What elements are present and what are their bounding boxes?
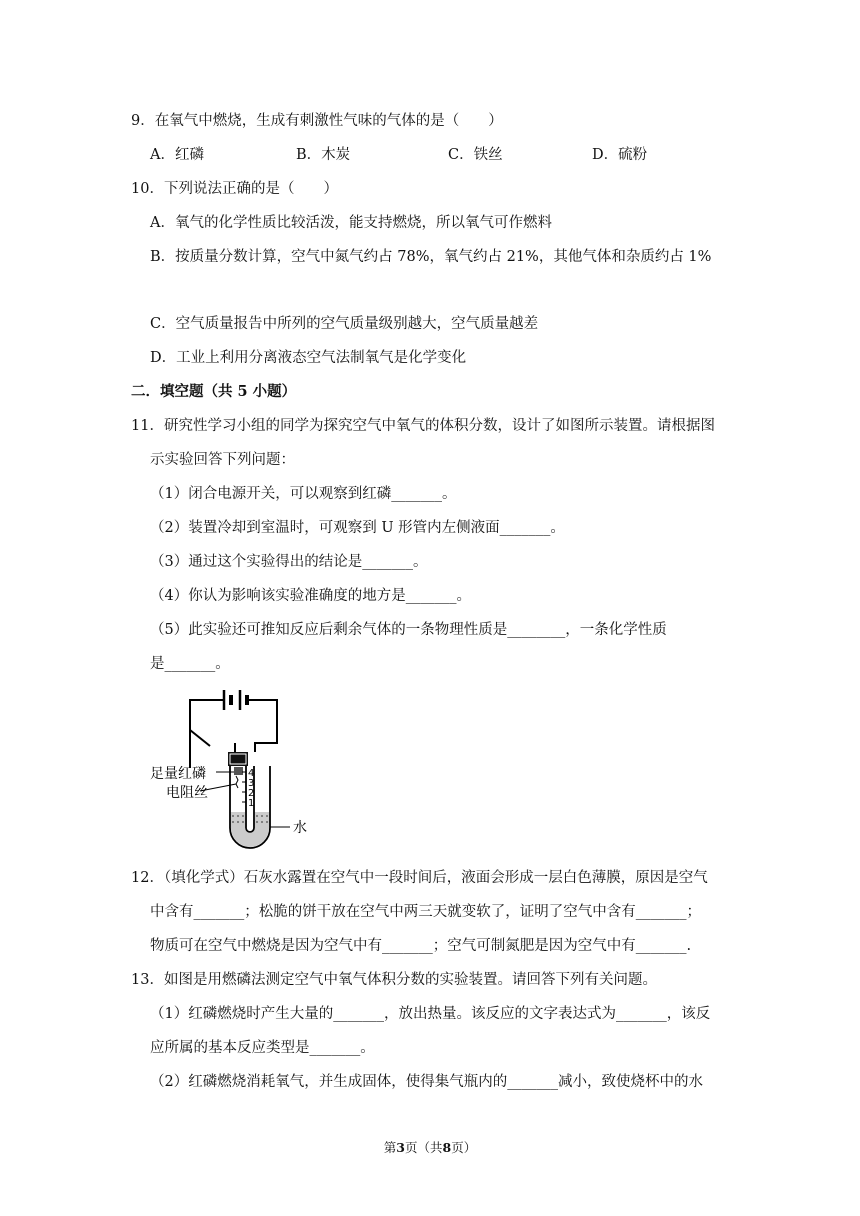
q9-stem: 9．在氧气中燃烧，生成有刺激性气味的气体的是（ ） — [131, 113, 503, 129]
q11-part-2: （2）装置冷却到室温时，可观察到 U 形管内左侧液面_______。 — [150, 520, 565, 536]
q11-part-4: （4）你认为影响该实验准确度的地方是_______。 — [150, 588, 471, 604]
section-title: 二．填空题（共 5 小题） — [131, 383, 297, 400]
q13-part-1: （1）红磷燃烧时产生大量的_______，放出热量。该反应的文字表达式为_______，该反 — [150, 1006, 711, 1022]
page-footer — [0, 1138, 860, 1156]
q12-line2: 中含有_______；松脆的饼干放在空气中两三天就变软了，证明了空气中含有_______； — [150, 904, 701, 920]
footer-middle: 页（共 — [404, 1140, 443, 1155]
q10-option-c: C．空气质量报告中所列的空气质量级别越大，空气质量越差 — [150, 316, 539, 332]
q11-stem-line2: 示实验回答下列问题： — [150, 452, 295, 468]
q11-part-1: （1）闭合电源开关，可以观察到红磷_______。 — [150, 486, 457, 502]
footer-prefix: 第 — [383, 1140, 397, 1155]
q11-part-5: （5）此实验还可推知反应后剩余气体的一条物理性质是________，一条化学性质 — [150, 622, 667, 638]
label-red-phosphorus: 足量红磷 — [150, 766, 206, 782]
label-water: 水 — [293, 820, 307, 836]
q9-option-b: B．木炭 — [296, 147, 351, 163]
q12-line1: 12．（填化学式）石灰水露置在空气中一段时间后，液面会形成一层白色薄膜，原因是空气 — [131, 870, 708, 886]
q11-apparatus-figure — [150, 688, 350, 858]
scale-label-2: 2 — [248, 788, 255, 799]
q10-option-b: B．按质量分数计算，空气中氮气约占 78%，氧气约占 21%，其他气体和杂质约占 1% — [150, 249, 712, 265]
scale-label-1: 1 — [248, 798, 255, 809]
scale-label-4: 4 — [248, 768, 255, 779]
q9-option-d: D．硫粉 — [592, 147, 648, 163]
q9-option-c: C．铁丝 — [448, 147, 503, 163]
q9-option-a: A．红磷 — [150, 147, 204, 163]
q10-option-d: D．工业上利用分离液态空气法制氧气是化学变化 — [150, 350, 467, 366]
scale-label-3: 3 — [248, 778, 255, 789]
label-resistor-wire: 电阻丝 — [166, 785, 208, 801]
q10-stem: 10．下列说法正确的是（ ） — [131, 181, 338, 197]
q13-part-2: （2）红磷燃烧消耗氧气，并生成固体，使得集气瓶内的_______减小，致使烧杯中的水 — [150, 1074, 703, 1090]
q10-option-a: A．氧气的化学性质比较活泼，能支持燃烧，所以氧气可作燃料 — [150, 215, 552, 231]
footer-total-pages: 8 — [442, 1140, 452, 1155]
q11-stem-line1: 11．研究性学习小组的同学为探究空气中氧气的体积分数，设计了如图所示装置。请根据图 — [131, 418, 715, 434]
q13-part-1-cont: 应所属的基本反应类型是_______。 — [150, 1040, 375, 1056]
q11-part-5-cont: 是_______。 — [150, 656, 230, 672]
q13-stem: 13．如图是用燃磷法测定空气中氧气体积分数的实验装置。请回答下列有关问题。 — [131, 972, 657, 988]
footer-suffix: 页） — [451, 1140, 477, 1155]
q12-line3: 物质可在空气中燃烧是因为空气中有_______；空气可制氮肥是因为空气中有_______. — [150, 938, 692, 954]
footer-page-number: 3 — [396, 1140, 405, 1155]
q11-part-3: （3）通过这个实验得出的结论是_______。 — [150, 554, 428, 570]
